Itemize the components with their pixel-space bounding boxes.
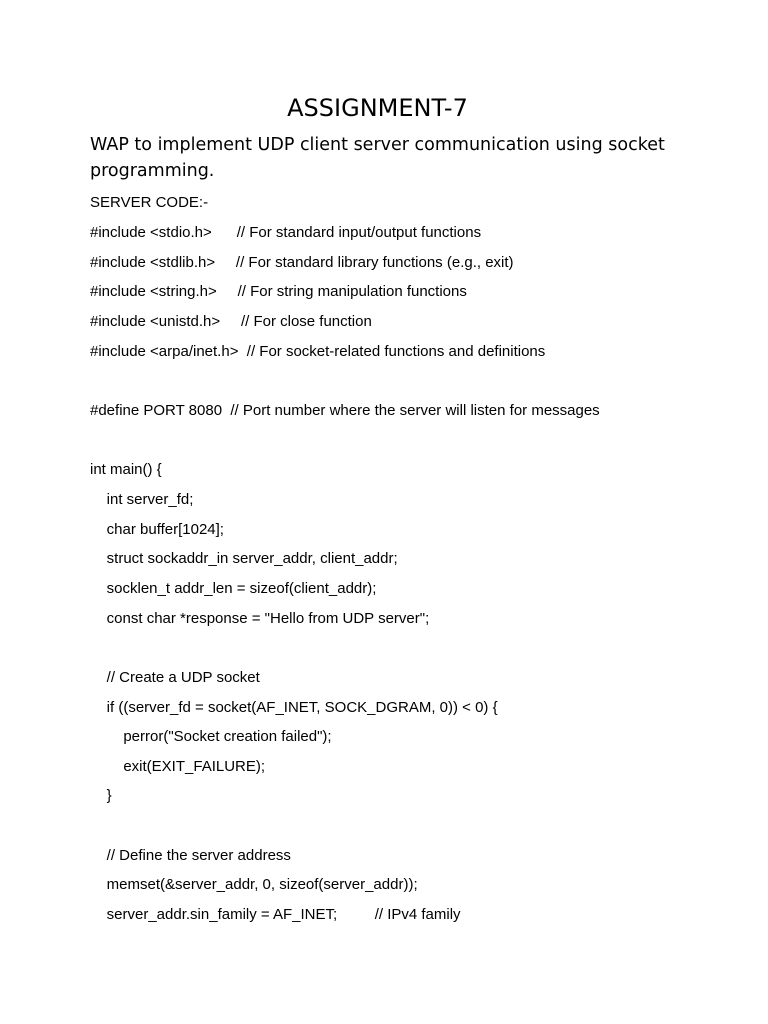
server-code-block bbox=[90, 223, 730, 935]
code-line: // Create a UDP socket bbox=[90, 668, 260, 686]
code-line: if ((server_fd = socket(AF_INET, SOCK_DGRAM, 0)) < 0) { bbox=[90, 698, 498, 716]
code-line: #define PORT 8080 // Port number where the server will listen for messages bbox=[90, 401, 600, 419]
code-line: #include <unistd.h> // For close function bbox=[90, 312, 372, 330]
code-line bbox=[90, 638, 730, 668]
code-line: const char *response = "Hello from UDP server"; bbox=[90, 609, 430, 627]
code-line: int main() { bbox=[90, 461, 162, 479]
code-line: server_addr.sin_family = AF_INET; // IPv4 family bbox=[90, 906, 461, 924]
code-line: #include <stdio.h> // For standard input/output functions bbox=[90, 224, 482, 241]
code-line: #include <stdlib.h> // For standard library functions (e.g., exit) bbox=[90, 253, 514, 271]
section-label-server-code: SERVER CODE:- bbox=[90, 194, 209, 211]
document-title: ASSIGNMENT-7 bbox=[287, 94, 468, 122]
code-line: struct sockaddr_in server_addr, client_addr; bbox=[90, 550, 398, 568]
code-line: memset(&server_addr, 0, sizeof(server_addr)); bbox=[90, 876, 418, 894]
code-line: #include <arpa/inet.h> // For socket-related functions and definitions bbox=[90, 342, 546, 360]
code-line: socklen_t addr_len = sizeof(client_addr); bbox=[90, 579, 377, 597]
code-line: int server_fd; bbox=[90, 490, 194, 508]
assignment-description: WAP to implement UDP client server communication using socket programming. bbox=[90, 135, 665, 181]
code-line bbox=[90, 371, 730, 401]
code-line: #include <string.h> // For string manipulation functions bbox=[90, 283, 467, 301]
code-line: } bbox=[90, 787, 112, 805]
code-line: // Define the server address bbox=[90, 846, 291, 864]
code-line bbox=[90, 816, 730, 846]
code-line: perror("Socket creation failed"); bbox=[90, 728, 332, 746]
code-line: exit(EXIT_FAILURE); bbox=[90, 757, 266, 775]
code-line: char buffer[1024]; bbox=[90, 520, 224, 538]
code-line bbox=[90, 431, 730, 461]
